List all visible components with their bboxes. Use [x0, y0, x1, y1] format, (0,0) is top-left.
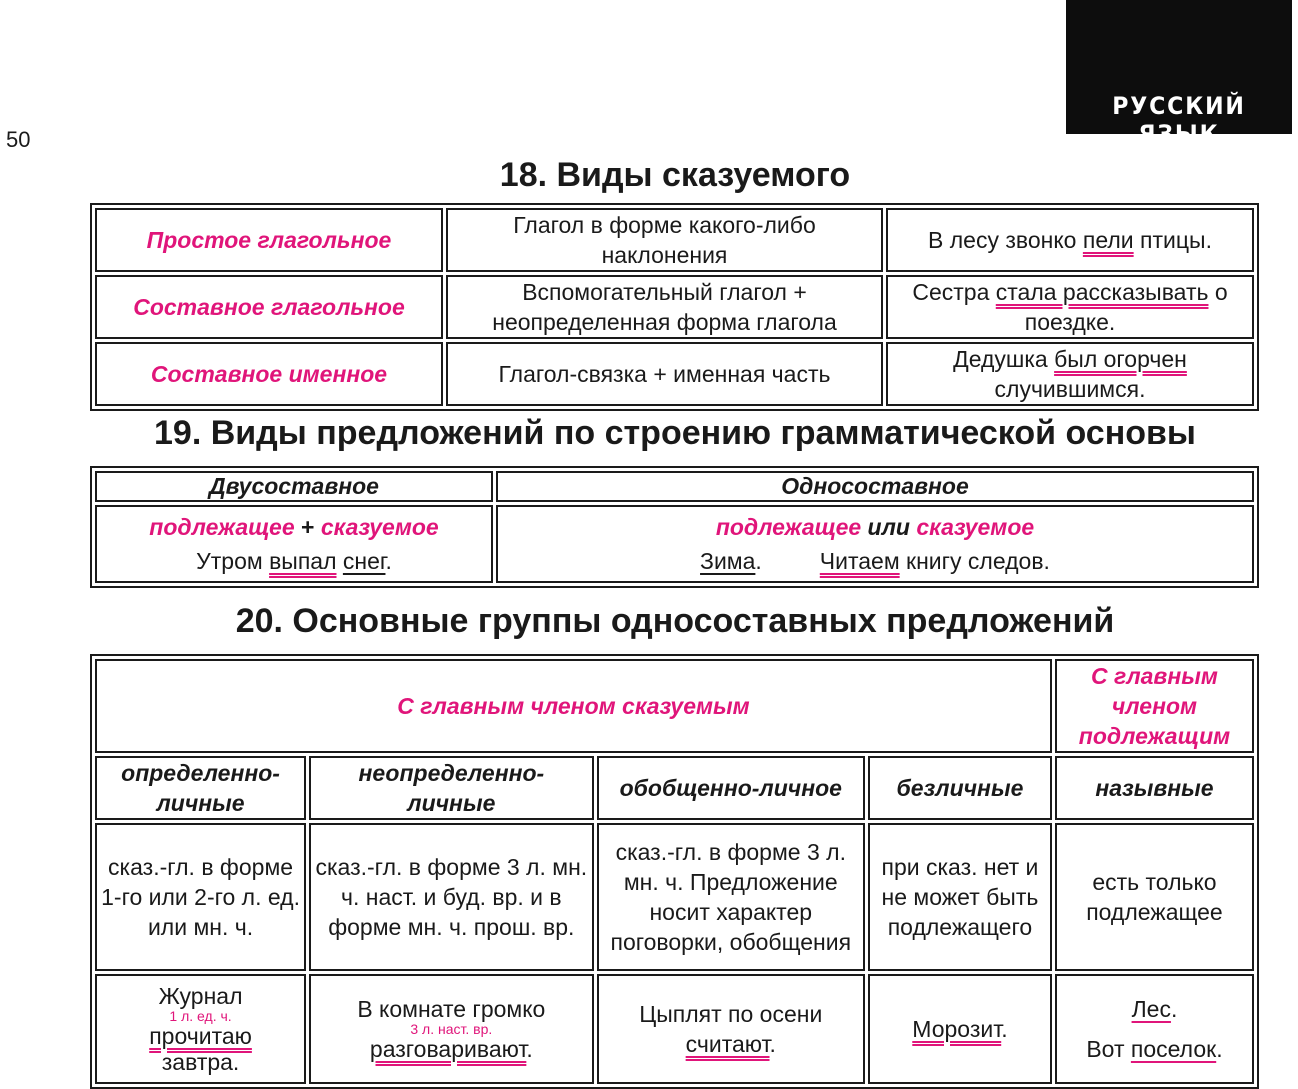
- subject-label: РУССКИЙ ЯЗЫК: [1112, 92, 1246, 148]
- predicate-description: Вспомогательный глагол + неопределенная форма глагола: [446, 275, 883, 339]
- table-row: [95, 208, 1254, 272]
- group-subject-header: С главным членом подлежащим: [1055, 659, 1254, 753]
- one-part-cell: [496, 505, 1254, 583]
- table-row: [95, 471, 1254, 502]
- grammar-note: 1 л. ед. ч.: [169, 1008, 232, 1024]
- predicate-word: считают: [685, 1031, 770, 1057]
- predicate-types-table: [90, 203, 1259, 411]
- predicate-description: Глагол-связка + именная часть: [446, 342, 883, 406]
- predicate-type: Составное глагольное: [95, 275, 443, 339]
- column-header: назывные: [1055, 756, 1254, 820]
- subject-badge: [1066, 0, 1292, 148]
- one-part-groups-table: [90, 654, 1259, 1089]
- table-row: [95, 659, 1254, 753]
- predicate-type: Простое глагольное: [95, 208, 443, 272]
- table-row: [95, 974, 1254, 1084]
- predicate-word: разговаривают: [369, 1036, 527, 1062]
- column-header: определенно-личные: [95, 756, 306, 820]
- predicate-word: был огорчен: [1054, 346, 1187, 372]
- two-part-example: Утром выпал снег.: [196, 547, 392, 574]
- predicate-word: прочитаю: [149, 1023, 252, 1049]
- predicate-word: Морозит: [912, 1016, 1002, 1042]
- column-header: обобщенно-личное: [597, 756, 865, 820]
- subject-word: снег: [342, 547, 386, 574]
- table-row: [95, 756, 1254, 820]
- subject-word: Лес: [1131, 996, 1171, 1022]
- predicate-word: стала рассказывать: [995, 279, 1209, 305]
- group-predicate-header: С главным членом сказуемым: [95, 659, 1052, 753]
- example-generalized: Цыплят по осени считают.: [597, 974, 865, 1084]
- predicate-word: Читаем: [819, 547, 900, 574]
- grammar-note: 3 л. наст. вр.: [410, 1021, 493, 1037]
- example-indefinite: В комнате громко 3 л. наст. вр. разговаривают.: [309, 974, 593, 1084]
- example-impersonal: Морозит.: [868, 974, 1052, 1084]
- sentence-types-table: [90, 466, 1259, 588]
- column-description: сказ.-гл. в форме 3 л. мн. ч. Предложение носит характер поговорки, обобщения: [597, 823, 865, 971]
- two-part-header: Двусоставное: [95, 471, 493, 502]
- one-part-formula: подлежащее или сказуемое: [715, 513, 1035, 540]
- table-row: [95, 505, 1254, 583]
- section-18-title: 18. Виды сказуемого: [499, 156, 851, 194]
- column-description: при сказ. нет и не может быть подлежащего: [868, 823, 1052, 971]
- predicate-example: В лесу звонко пели птицы.: [886, 208, 1254, 272]
- column-header: неопределенно-личные: [309, 756, 593, 820]
- section-19-title: 19. Виды предложений по строению грамматической основы: [154, 414, 1196, 452]
- example-definite: Журнал 1 л. ед. ч. прочитаю завтра.: [95, 974, 306, 1084]
- table-row: [95, 342, 1254, 406]
- column-description: есть только подлежащее: [1055, 823, 1254, 971]
- column-description: сказ.-гл. в форме 1-го или 2-го л. ед. или мн. ч.: [95, 823, 306, 971]
- predicate-word: выпал: [269, 547, 337, 574]
- column-header: безличные: [868, 756, 1052, 820]
- table-row: [95, 275, 1254, 339]
- predicate-example: Сестра стала рассказывать о поездке.: [886, 275, 1254, 339]
- subject-word: Зима: [700, 547, 756, 574]
- predicate-word: пели: [1082, 227, 1134, 253]
- example-nominative: Лес. Вот поселок.: [1055, 974, 1254, 1084]
- two-part-formula: подлежащее + сказуемое: [149, 513, 439, 540]
- section-20-title: 20. Основные группы односоставных предложений: [235, 602, 1115, 640]
- one-part-header: Односоставное: [496, 471, 1254, 502]
- predicate-type: Составное именное: [95, 342, 443, 406]
- one-part-example: Зима. Читаем книгу следов.: [700, 547, 1050, 574]
- two-part-cell: [95, 505, 493, 583]
- column-description: сказ.-гл. в форме 3 л. мн. ч. наст. и буд. вр. и в форме мн. ч. прош. вр.: [309, 823, 593, 971]
- subject-word: поселок: [1130, 1036, 1217, 1062]
- page-number: 50: [6, 127, 31, 152]
- predicate-example: Дедушка был огорчен случившимся.: [886, 342, 1254, 406]
- table-row: [95, 823, 1254, 971]
- predicate-description: Глагол в форме какого-либо наклонения: [446, 208, 883, 272]
